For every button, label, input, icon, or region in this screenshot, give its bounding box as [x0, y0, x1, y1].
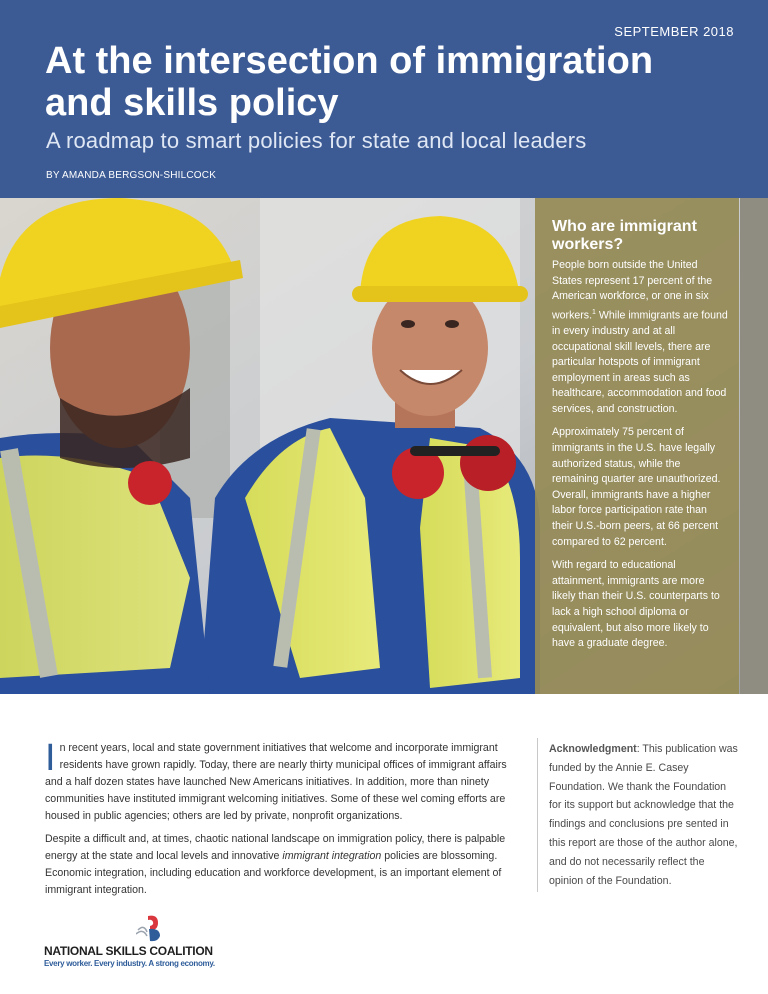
logo-mark-icon: [136, 914, 164, 944]
publication-date: SEPTEMBER 2018: [614, 24, 734, 39]
column-divider: [537, 738, 538, 892]
drop-cap: I: [45, 737, 56, 779]
organization-logo[interactable]: [44, 914, 244, 974]
author-byline: BY AMANDA BERGSON-SHILCOCK: [46, 170, 217, 181]
acknowledgment-text: : This publication was funded by the Annie E. Casey Foundation. We thank the Foundation for its support but acknowledge that the findings and conclusions pre sented in this report are those of the author alone, and do not necessarily reflect the opinion of the Foundation.: [549, 743, 738, 887]
logo-tagline: Every worker. Every industry. A strong economy.: [44, 959, 215, 968]
page-title: At the intersection of immigration and skills policy: [45, 40, 654, 124]
acknowledgment-block: [549, 740, 739, 890]
acknowledgment-label: Acknowledgment: [549, 743, 637, 755]
sidebar-who-are-immigrant-workers: [535, 198, 739, 694]
sidebar-paragraph-1: People born outside the United States represent 17 percent of the American workforce, or one in six workers.$^1$ While immigrants are found in every industry and at all occupational skill levels, there are particular hotspots of immigrant employment in areas such as healthcare, accommodation and food services, and construction.: [552, 259, 728, 415]
footnote-marker[interactable]: 1: [592, 308, 596, 316]
body-paragraph-2: Despite a difficult and, at times, chaotic national landscape on immigration policy, there is palpable energy at the state and local levels and innovative immigrant integration policies are blossoming. Economic integration, including education and workforce development, is an important element of immigrant integration.: [45, 833, 506, 896]
page-subtitle: A roadmap to smart policies for state and local leaders: [46, 128, 587, 153]
logo-name: NATIONAL SKILLS COALITION: [44, 944, 213, 958]
sidebar-paragraph-3: With regard to educational attainment, immigrants are more likely than their U.S. counterparts to lack a high school diploma or equivalent, but also more likely to have a graduate degree.: [552, 559, 720, 650]
body-paragraph-1: In recent years, local and state government initiatives that welcome and incorporate immigrant residents have grown rapidly. Today, there are nearly thirty municipal offices of immigrant affairs and a half dozen states have launched New Americans initiatives. In addition, more than ninety communities have instituted immigrant welcoming initiatives. Some of these wel coming efforts are housed in public agencies; others are led by private, nonprofit organizations.: [45, 737, 507, 822]
sidebar-paragraph-2: Approximately 75 percent of immigrants in the U.S. have legally authorized status, while the remaining quarter are unauthorized. Overall, immigrants have a higher labor force participation rate than their U.S.-born peers, at 66 percent compared to 62 percent.: [552, 426, 721, 548]
emphasis-term: immigrant integration: [282, 850, 382, 862]
header-banner: [0, 0, 768, 198]
body-text: [45, 737, 525, 905]
sidebar-heading: Who are immigrant workers?: [552, 218, 697, 253]
